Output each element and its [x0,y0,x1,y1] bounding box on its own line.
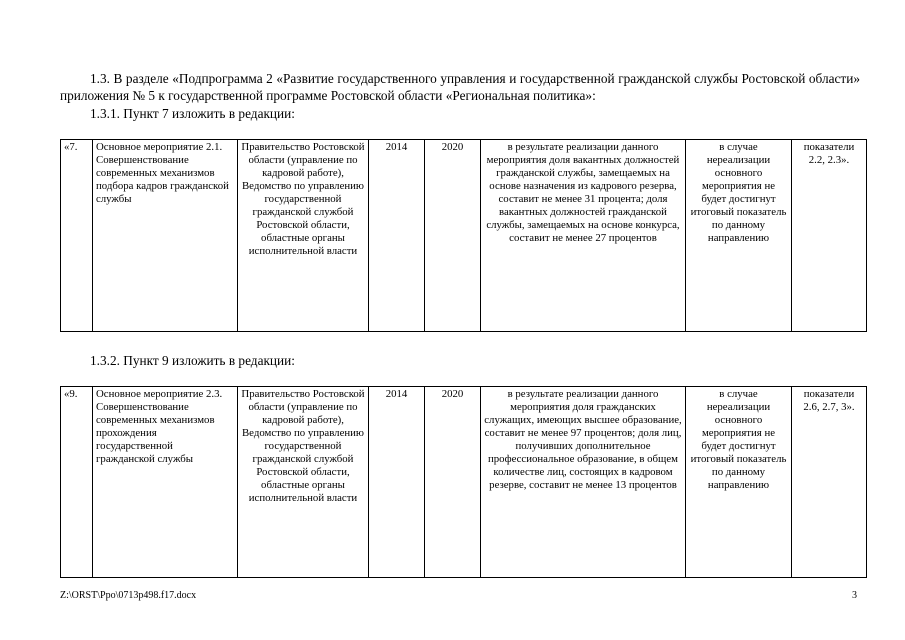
row-number: «9. [61,387,93,578]
indicators: показатели 2.6, 2.7, 3». [792,387,867,578]
start-year: 2014 [369,140,425,332]
table-row [61,140,867,332]
table-item-7 [60,139,867,332]
file-path: Z:\ORST\Ppo\0713p498.f17.docx [60,590,197,601]
consequence: в случае нереализации основного мероприятия не будет достигнут итоговый показатель по данному направлению [686,140,792,332]
table-item-9 [60,386,867,578]
executor: Правительство Ростовской области (управление по кадровой работе), Ведомство по управлению государственной гражданской службой Ростовской области, областные органы исполнительной власти [238,387,369,578]
indicators: показатели 2.2, 2.3». [792,140,867,332]
subsection-1-heading: 1.3.1. Пункт 7 изложить в редакции: [90,106,295,121]
table-row [61,387,867,578]
page-number: 3 [852,590,857,601]
expected-result: в результате реализации данного мероприятия доля гражданских служащих, имеющих высшее образование, составит не менее 97 процентов; доля лиц, получивших дополнительное профессиональное образование, в общем количестве лиц, состоящих в кадровом резерве, составит не менее 13 процентов [481,387,686,578]
end-year: 2020 [425,140,481,332]
end-year: 2020 [425,387,481,578]
measure-name: Основное мероприятие 2.3. Совершенствование современных механизмов прохождения государственной гражданской службы [93,387,238,578]
expected-result: в результате реализации данного мероприятия доля вакантных должностей гражданской службы, замещаемых на основе назначения из кадрового резерва, составит не менее 31 процента; доля вакантных должностей гражданской службы, замещаемых на основе конкурса, составит не менее 27 процентов [481,140,686,332]
row-number: «7. [61,140,93,332]
consequence: в случае нереализации основного мероприятия не будет достигнут итоговый показатель по данному направлению [686,387,792,578]
intro-paragraph: 1.3. В разделе «Подпрограмма 2 «Развитие государственного управления и государственной гражданской службы Ростовской области» приложения № 5 к государственной программе Ростовской области «Региональная политика»: [60,71,860,103]
executor: Правительство Ростовской области (управление по кадровой работе), Ведомство по управлению государственной гражданской службой Ростовской области, областные органы исполнительной власти [238,140,369,332]
measure-name: Основное мероприятие 2.1. Совершенствование современных механизмов подбора кадров гражданской службы [93,140,238,332]
subsection-2-heading: 1.3.2. Пункт 9 изложить в редакции: [90,353,295,368]
start-year: 2014 [369,387,425,578]
